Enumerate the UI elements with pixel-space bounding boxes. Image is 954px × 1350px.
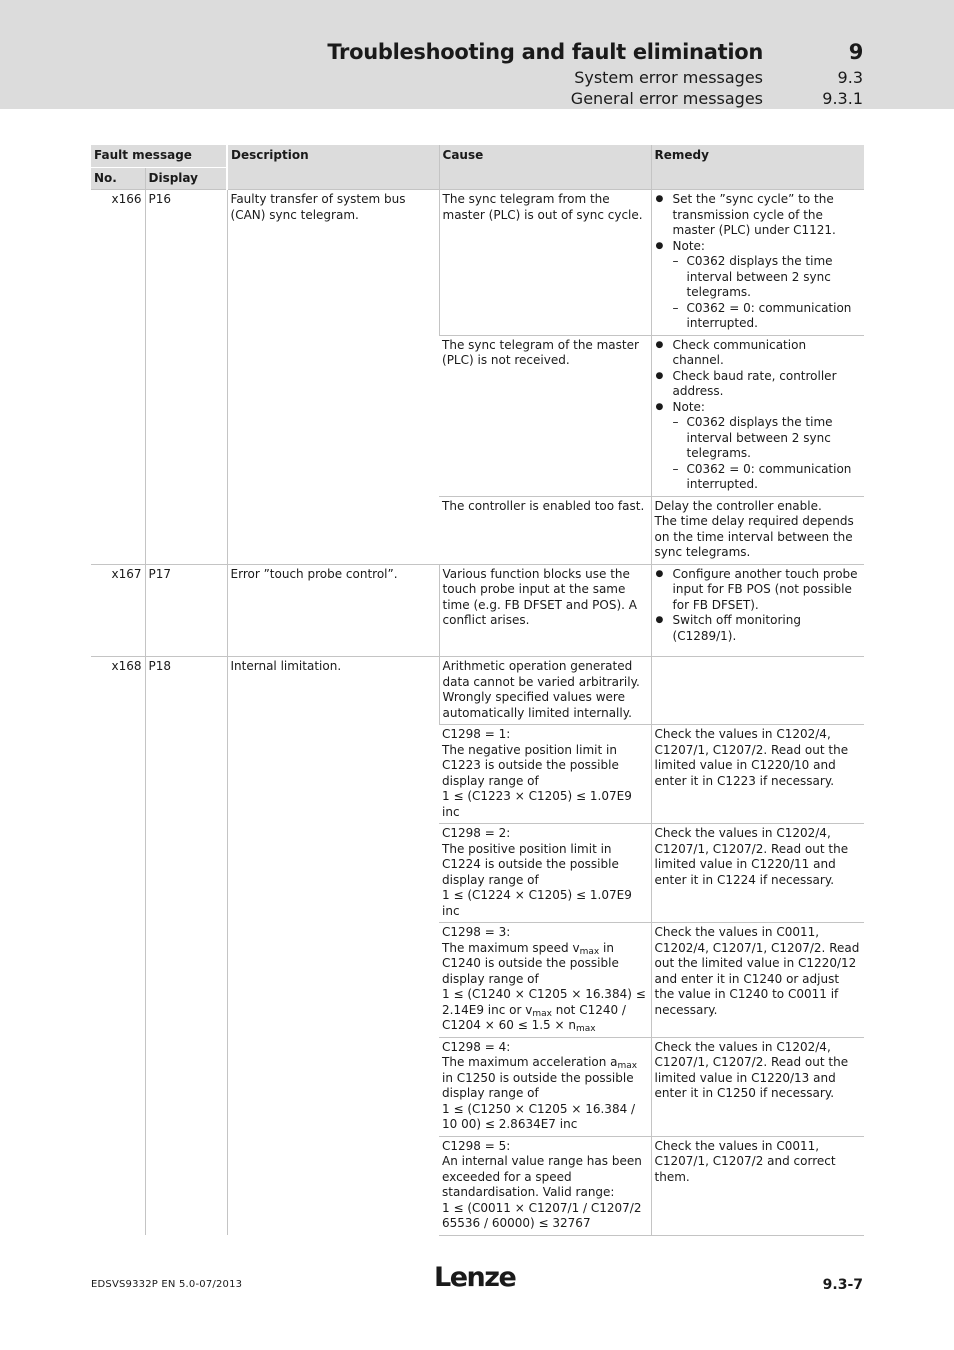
- table-row: [91, 564, 864, 657]
- subscript: max: [617, 1061, 638, 1071]
- fault-cause: [439, 923, 651, 1038]
- fault-number: x167: [91, 564, 145, 657]
- fault-remedy: Check the values in C1202/4, C1207/1, C1207/2. Read out the limited value in C1220/10 and enter it in C1223 if necessary.: [651, 725, 864, 824]
- subscript: max: [575, 1024, 596, 1034]
- cause-text: C1298 = 4: The maximum acceleration a: [442, 1039, 618, 1069]
- chapter-title: Troubleshooting and fault elimination: [327, 40, 763, 64]
- table-row: [91, 190, 864, 336]
- fault-remedy: Check the values in C1202/4, C1207/1, C1207/2. Read out the limited value in C1220/11 and enter it in C1224 if necessary.: [651, 824, 864, 923]
- fault-remedy: [651, 335, 864, 496]
- fault-display: P16: [145, 190, 227, 565]
- subsection-number: 9.3.1: [822, 89, 863, 108]
- fault-description: Error ”touch probe control”.: [227, 564, 439, 657]
- fault-cause: C1298 = 5: An internal value range has been exceeded for a speed standardisation. Valid range: 1 ≤ (C0011 × C1207/1 / C1207/2 65536 / 60000) ≤ 32767: [439, 1136, 651, 1235]
- remedy-bullet: [655, 239, 862, 332]
- fault-cause: The controller is enabled too fast.: [439, 496, 651, 564]
- fault-cause: [439, 1037, 651, 1136]
- fault-remedy: Check the values in C1202/4, C1207/1, C1207/2. Read out the limited value in C1220/13 and enter it in C1250 if necessary.: [651, 1037, 864, 1136]
- page-number: 9.3-7: [822, 1277, 863, 1293]
- cause-text: not C1240 / C1204 × 60 ≤ 1.5 × n: [442, 1002, 626, 1032]
- fault-number: x166: [91, 190, 145, 565]
- fault-remedy: Check the values in C0011, C1202/4, C1207/1, C1207/2. Read out the limited value in C1220/12 and enter it in C1240 or adjust the value in C1240 to C0011 if necessary.: [651, 923, 864, 1038]
- fault-remedy: [651, 564, 864, 657]
- table-header-row: [91, 145, 864, 167]
- remedy-dash-item: – C0362 = 0: communication interrupted.: [673, 462, 862, 493]
- lenze-logo: Lenze: [434, 1262, 516, 1293]
- fault-cause: The sync telegram from the master (PLC) is out of sync cycle.: [439, 190, 651, 336]
- remedy-bullet: [655, 400, 862, 493]
- fault-display: P18: [145, 657, 227, 1236]
- fault-remedy: [651, 190, 864, 336]
- fault-display: P17: [145, 564, 227, 657]
- chapter-number: 9: [848, 40, 863, 64]
- subscript: max: [532, 1008, 552, 1019]
- remedy-bullet: ● Check communication channel.: [655, 338, 862, 369]
- fault-cause: The sync telegram of the master (PLC) is not received.: [439, 335, 651, 496]
- subsection-title: General error messages: [570, 89, 763, 108]
- header-display: Display: [145, 167, 227, 190]
- fault-cause: C1298 = 1: The negative position limit in C1223 is outside the possible display range of 1 ≤ (C1223 × C1205) ≤ 1.07E9 inc: [439, 725, 651, 824]
- fault-cause: Various function blocks use the touch probe input at the same time (e.g. FB DFSET and POS). A conflict arises.: [439, 564, 651, 657]
- subscript: max: [579, 946, 600, 957]
- fault-description: Faulty transfer of system bus (CAN) sync telegram.: [227, 190, 439, 565]
- cause-text: C1298 = 3: The maximum speed v: [442, 925, 580, 955]
- section-title: System error messages: [574, 68, 763, 87]
- fault-cause: Arithmetic operation generated data cannot be varied arbitrarily. Wrongly specified values were automatically limited internally.: [439, 657, 651, 725]
- document-id: EDSVS9332P EN 5.0-07/2013: [91, 1279, 243, 1290]
- cause-text: in C1240 is outside the possible display range of 1 ≤ (C1240 × C1205 × 16.384) ≤ 2.14E9 inc or v: [442, 940, 646, 1017]
- header-remedy: Remedy: [651, 145, 864, 190]
- remedy-dash-item: – C0362 = 0: communication interrupted.: [673, 301, 862, 332]
- header-description: Description: [227, 145, 439, 190]
- remedy-bullet: ● Switch off monitoring (C1289/1).: [655, 613, 862, 644]
- cause-text: in C1250 is outside the possible display range of 1 ≤ (C1250 × C1205 × 16.384 / 10 00) ≤ 2.8634E7 inc: [442, 1070, 636, 1131]
- table-row: [91, 657, 864, 725]
- remedy-dash-item: – C0362 displays the time interval between 2 sync telegrams.: [673, 415, 862, 462]
- remedy-note: Note:: [672, 399, 705, 414]
- remedy-dash-item: – C0362 displays the time interval between 2 sync telegrams.: [673, 254, 862, 301]
- section-number: 9.3: [837, 68, 863, 87]
- fault-number: x168: [91, 657, 145, 1236]
- remedy-bullet: ● Configure another touch probe input for FB POS (not possible for FB DFSET).: [655, 567, 862, 614]
- fault-description: Internal limitation.: [227, 657, 439, 1236]
- remedy-bullet: ● Check baud rate, controller address.: [655, 369, 862, 400]
- header-no: No.: [91, 167, 145, 190]
- fault-remedy: Delay the controller enable. The time delay required depends on the time interval between the sync telegrams.: [651, 496, 864, 564]
- fault-cause: C1298 = 2: The positive position limit in C1224 is outside the possible display range of 1 ≤ (C1224 × C1205) ≤ 1.07E9 inc: [439, 824, 651, 923]
- fault-table: [91, 145, 864, 1236]
- fault-remedy: Check the values in C0011, C1207/1, C1207/2 and correct them.: [651, 1136, 864, 1235]
- remedy-bullet: ● Set the ”sync cycle” to the transmission cycle of the master (PLC) under C1121.: [655, 192, 862, 239]
- remedy-note: Note:: [672, 238, 705, 253]
- fault-remedy: [651, 657, 864, 725]
- header-cause: Cause: [439, 145, 651, 190]
- header-fault-message: Fault message: [91, 145, 227, 167]
